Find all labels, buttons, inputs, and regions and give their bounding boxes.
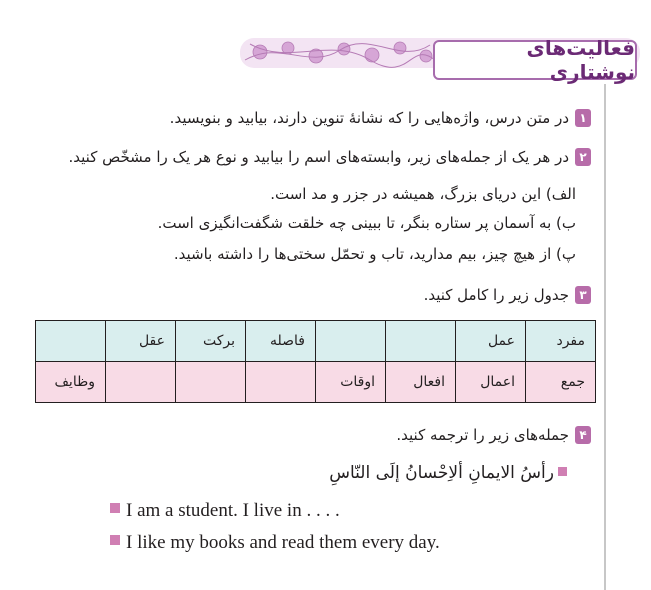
question-text: جدول زیر را کامل کنید.	[423, 286, 569, 304]
table-cell: عمل	[456, 321, 526, 362]
table-cell[interactable]	[246, 362, 316, 403]
table-cell[interactable]	[316, 321, 386, 362]
question-number: ۲	[575, 148, 591, 166]
question-text: در متن درس، واژه‌هایی را که نشانهٔ تنوین دارند، بیابید و بنویسید.	[169, 109, 569, 127]
q4-arabic-item	[329, 463, 571, 483]
table-cell: جمع	[526, 362, 596, 403]
margin-divider	[604, 84, 606, 590]
english-sentence: I like my books and read them every day.	[126, 532, 440, 553]
question-number: ۱	[575, 109, 591, 127]
q4-english-item-1	[110, 500, 340, 522]
bullet-icon	[110, 503, 120, 513]
table-row	[36, 321, 596, 362]
bullet-icon	[558, 467, 567, 476]
section-title: فعالیت‌های نوشتاری	[433, 40, 637, 80]
table-cell[interactable]	[106, 362, 176, 403]
question-number: ۳	[575, 286, 591, 304]
question-4	[396, 425, 591, 445]
question-number: ۴	[575, 426, 591, 444]
table-cell[interactable]	[36, 321, 106, 362]
table-cell: وظایف	[36, 362, 106, 403]
table-cell: عقل	[106, 321, 176, 362]
q2-item-a: الف) این دریای بزرگ، همیشه در جزر و مد است.	[270, 185, 576, 203]
table-cell: افعال	[386, 362, 456, 403]
bullet-icon	[110, 535, 120, 545]
q2-item-b: ب) به آسمان پر ستاره بنگر، تا ببینی چه خلقت شگفت‌انگیزی است.	[157, 214, 576, 232]
table-cell[interactable]	[386, 321, 456, 362]
table-cell: برکت	[176, 321, 246, 362]
question-text: جمله‌های زیر را ترجمه کنید.	[396, 426, 569, 444]
table-cell: اوقات	[316, 362, 386, 403]
fill-in-table	[35, 320, 596, 403]
table-cell: فاصله	[246, 321, 316, 362]
table-cell[interactable]	[176, 362, 246, 403]
question-1	[170, 108, 591, 128]
table-row	[36, 362, 596, 403]
question-3	[424, 285, 591, 305]
table-cell: مفرد	[526, 321, 596, 362]
q4-english-item-2	[110, 532, 440, 554]
arabic-sentence: رأسُ الایمانِ ألاِحْسانُ إلَی النّاسِ	[329, 463, 554, 483]
question-2	[69, 147, 591, 167]
table-cell: اعمال	[456, 362, 526, 403]
q2-item-p: پ) از هیچ چیز، بیم مدارید، تاب و تحمّل سختی‌ها را داشته باشید.	[173, 245, 576, 263]
question-text: در هر یک از جمله‌های زیر، وابسته‌های اسم را بیابید و نوع هر یک را مشخّص کنید.	[68, 148, 569, 166]
english-sentence: I am a student. I live in . . . .	[126, 500, 340, 521]
